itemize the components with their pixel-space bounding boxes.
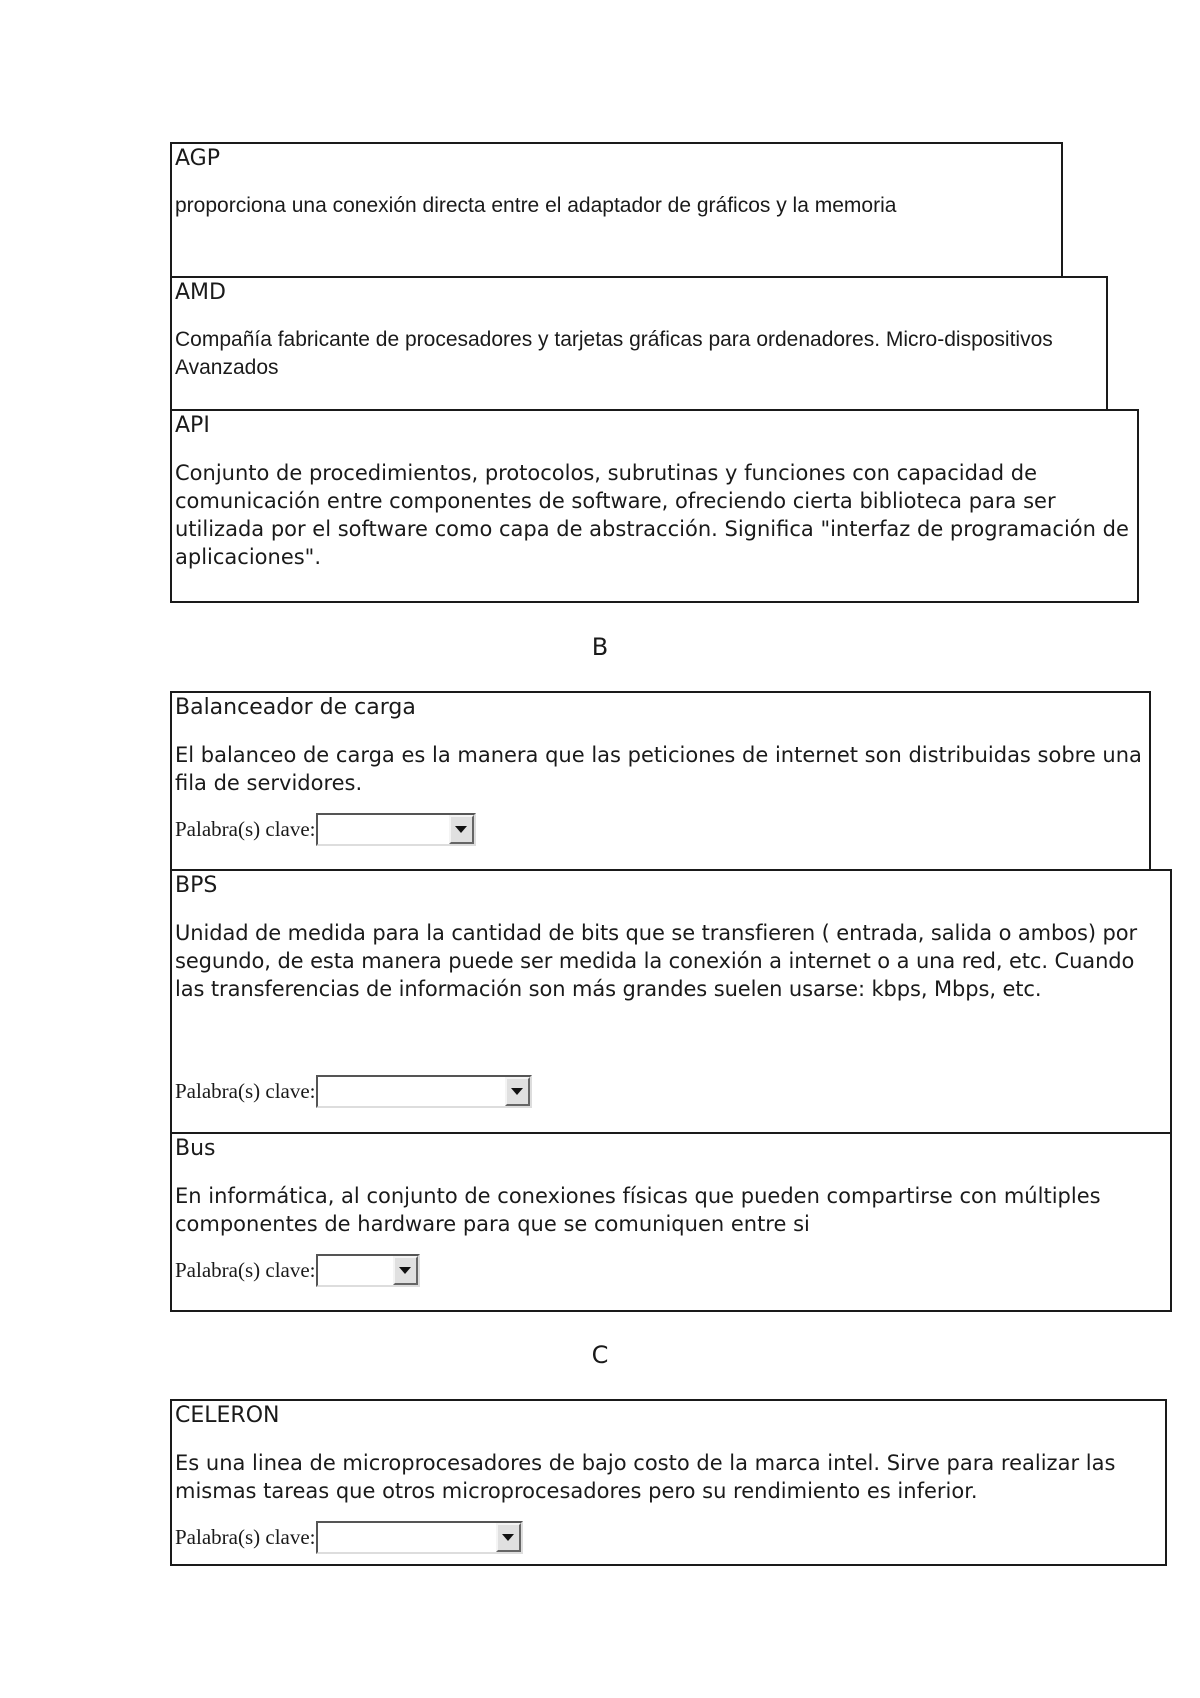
keyword-row — [175, 1254, 420, 1287]
chevron-down-icon[interactable] — [449, 815, 474, 844]
entry-definition: En informática, al conjunto de conexiones físicas que pueden compartirse con múltiples componentes de hardware para que se comuniquen entre si — [175, 1184, 1101, 1236]
entry-definition: Es una linea de microprocesadores de bajo costo de la marca intel. Sirve para realizar las mismas tareas que otros microprocesadores pero su rendimiento es inferior. — [175, 1451, 1116, 1503]
chevron-down-icon[interactable] — [505, 1077, 530, 1106]
keyword-row — [175, 813, 476, 846]
keyword-select[interactable] — [316, 1521, 523, 1554]
entry-term: Balanceador de carga — [175, 695, 416, 720]
keyword-select[interactable] — [316, 1075, 532, 1108]
keyword-row — [175, 1521, 523, 1554]
glossary-entry-balanceador-de-carga — [170, 691, 1151, 871]
glossary-entry-celeron — [170, 1399, 1167, 1566]
entry-term: AGP — [175, 146, 220, 171]
glossary-entry-amd — [170, 276, 1108, 411]
entry-definition: Compañía fabricante de procesadores y tarjetas gráficas para ordenadores. Micro-dispositivos Avanzados — [175, 328, 1053, 379]
entry-term: API — [175, 413, 210, 438]
section-letter-c: C — [591, 1341, 609, 1369]
entry-term: BPS — [175, 873, 218, 898]
entry-term: Bus — [175, 1136, 216, 1161]
chevron-down-icon[interactable] — [393, 1256, 418, 1285]
entry-term: AMD — [175, 280, 226, 305]
glossary-entry-api — [170, 409, 1139, 603]
keyword-label: Palabra(s) clave: — [175, 1258, 316, 1282]
entry-definition: Conjunto de procedimientos, protocolos, subrutinas y funciones con capacidad de comunicación entre componentes de software, ofreciendo cierta biblioteca para ser utilizada por el software como capa de abstracción. Significa "interfaz de programación de aplicaciones". — [175, 461, 1129, 569]
keyword-select[interactable] — [316, 1254, 420, 1287]
keyword-select[interactable] — [316, 813, 476, 846]
section-letter-b: B — [591, 633, 609, 661]
keyword-row — [175, 1075, 532, 1108]
keyword-label: Palabra(s) clave: — [175, 1525, 316, 1549]
keyword-label: Palabra(s) clave: — [175, 817, 316, 841]
entry-term: CELERON — [175, 1403, 280, 1428]
glossary-entry-agp — [170, 142, 1063, 278]
entry-definition: El balanceo de carga es la manera que las peticiones de internet son distribuidas sobre una fila de servidores. — [175, 743, 1142, 795]
keyword-label: Palabra(s) clave: — [175, 1079, 316, 1103]
glossary-entry-bps — [170, 869, 1172, 1134]
entry-definition: proporciona una conexión directa entre el adaptador de gráficos y la memoria — [175, 194, 897, 217]
entry-definition: Unidad de medida para la cantidad de bits que se transfieren ( entrada, salida o ambos) por segundo, de esta manera puede ser medida la conexión a internet o a una red, etc. Cuando las transferencias de información son más grandes suelen usarse: kbps, Mbps, etc. — [175, 921, 1138, 1001]
chevron-down-icon[interactable] — [496, 1523, 521, 1552]
glossary-entry-bus — [170, 1132, 1172, 1312]
